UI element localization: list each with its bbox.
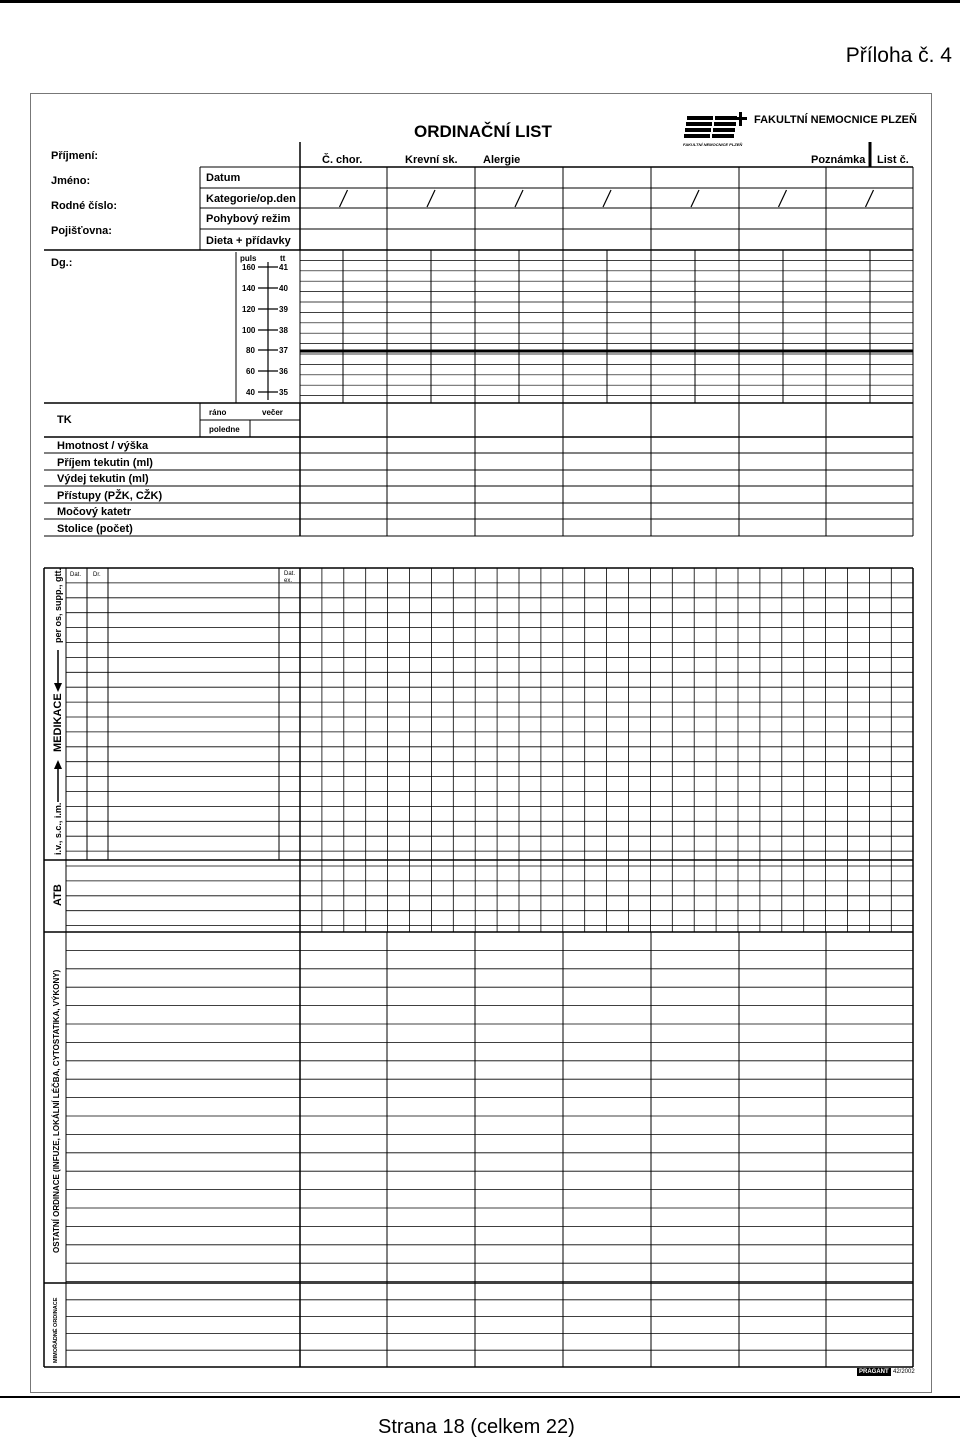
med-date-label: Dat. [70,572,82,578]
form-title: ORDINAČNÍ LIST [414,122,552,141]
blood-type-label: Krevní sk. [405,154,458,166]
name-label: Jméno: [51,175,91,187]
diet-row-label: Dieta + přídavky [206,235,291,247]
pulse-value: 140 [242,284,256,293]
parenteral-route-label: i.v., s.c., i.m. [53,802,63,855]
form-code: 42/2002 [893,1369,915,1375]
printer-brand: PRAGANT [859,1369,889,1375]
atb-label: ATB [52,884,64,906]
pulse-value: 80 [246,346,255,355]
category-slash [515,190,523,207]
printer-brand-badge [857,1368,891,1376]
measure-label: Močový katetr [57,506,131,518]
measure-label: Příjem tekutin (ml) [57,457,153,469]
pulse-value: 40 [246,388,255,397]
temp-value: 40 [279,284,288,293]
category-slash [603,190,611,207]
appendix-label: Příloha č. 4 [845,44,952,67]
category-slash [691,190,699,207]
pulse-value: 120 [242,305,256,314]
birth-number-label: Rodné číslo: [51,200,118,212]
oral-route-label: per os, supp., gtt. [53,567,63,643]
allergy-label: Alergie [483,154,521,166]
hospital-logo [683,112,747,152]
diagnosis-label: Dg.: [51,257,73,269]
pulse-value: 160 [242,263,256,272]
tk-evening-label: večer [262,408,283,417]
tk-noon-label: poledne [209,425,240,434]
temp-value: 38 [279,326,288,335]
temp-header: tt [280,254,286,263]
hospital-name: FAKULTNÍ NEMOCNICE PLZEŇ [754,114,917,126]
pulse-value: 60 [246,367,255,376]
temp-value: 39 [279,305,288,314]
extra-orders-label: MIMOŘÁDNÉ ORDINACE [53,1297,59,1363]
insurance-label: Pojišťovna: [51,225,112,237]
case-number-label: Č. chor. [322,154,363,166]
temp-value: 36 [279,367,288,376]
med-date-ex-label: Dat. [284,571,296,577]
med-ex-label: ex. [284,578,293,584]
category-slash [866,190,874,207]
temp-value: 41 [279,263,288,272]
measure-label: Výdej tekutin (ml) [57,473,149,485]
category-slash [779,190,787,207]
category-slash [340,190,348,207]
logo-caption: FAKULTNÍ NEMOCNICE PLZEŇ [683,142,743,147]
pulse-value: 100 [242,326,256,335]
other-orders-label: OSTATNÍ ORDINACE (INFUZE, LOKÁLNÍ LÉČBA, CYTOSTATIKA, VÝKONY) [52,969,61,1253]
category-row-label: Kategorie/op.den [206,193,296,205]
med-doctor-label: Dr. [93,572,101,578]
tk-morning-label: ráno [209,408,227,417]
regime-row-label: Pohybový režim [206,213,291,225]
arrow-up-icon [52,760,64,807]
date-row-label: Datum [206,172,241,184]
medication-section-label: MEDIKACE [52,693,64,752]
tk-label: TK [57,414,72,426]
temp-value: 35 [279,388,288,397]
temp-value: 37 [279,346,288,355]
note-label: Poznámka [811,154,866,166]
arrow-down-icon [52,650,64,697]
surname-label: Příjmení: [51,150,99,162]
sheet-number-label: List č. [877,154,909,166]
footer-rule [0,1396,960,1398]
pulse-header: puls [240,254,257,263]
measure-label: Hmotnost / výška [57,440,149,452]
category-slash [427,190,435,207]
page-footer: Strana 18 (celkem 22) [378,1416,575,1438]
measure-label: Přístupy (PŽK, CŽK) [57,490,163,502]
measure-label: Stolice (počet) [57,523,133,535]
